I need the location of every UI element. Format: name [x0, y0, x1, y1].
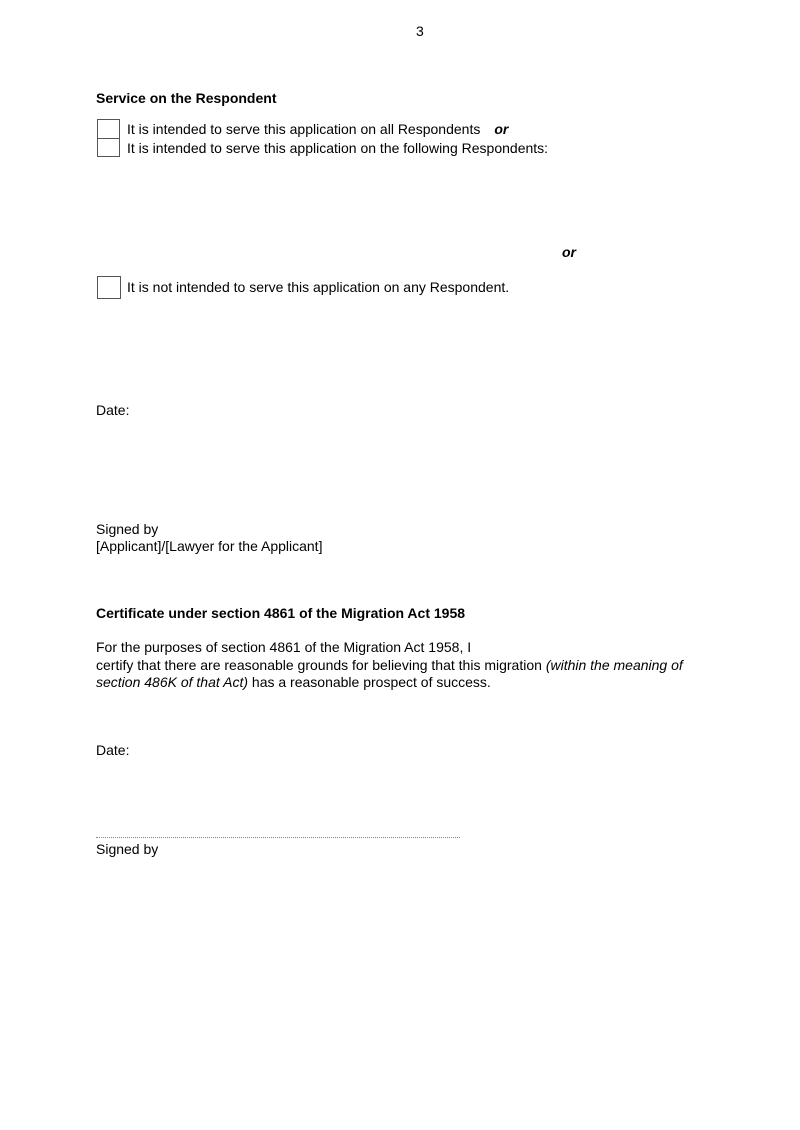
certificate-text-plain: has a reasonable prospect of success. — [251, 674, 491, 690]
service-heading: Service on the Respondent — [96, 90, 277, 106]
page-number: 3 — [416, 23, 424, 39]
checkbox-serve-none[interactable] — [97, 276, 121, 299]
signed-by-label: Signed by — [96, 521, 159, 537]
signature-line — [96, 837, 460, 838]
certificate-text-plain: certify that there are reasonable grounds for believing that this migration — [96, 657, 542, 673]
signed-by-label: Signed by — [96, 841, 159, 857]
or-connector: or — [562, 244, 576, 260]
option-serve-all-text: It is intended to serve this application on all Respondents — [127, 121, 481, 137]
certificate-heading: Certificate under section 4861 of the Migration Act 1958 — [96, 605, 466, 621]
certificate-text-line-2 — [96, 657, 683, 674]
certificate-text-italic: (within the meaning of — [545, 657, 683, 673]
certificate-text-line-3 — [96, 674, 491, 691]
certificate-text-italic: section 486K of that Act) — [96, 674, 249, 690]
option-serve-all-label — [127, 121, 508, 138]
option-serve-following-label: It is intended to serve this application on the following Respondents: — [127, 140, 549, 156]
date-label: Date: — [96, 742, 130, 758]
certificate-text-line-1: For the purposes of section 4861 of the Migration Act 1958, I — [96, 639, 472, 655]
option-serve-none-label: It is not intended to serve this application on any Respondent. — [127, 279, 510, 295]
or-connector: or — [494, 121, 509, 137]
date-label: Date: — [96, 402, 130, 418]
signer-role: [Applicant]/[Lawyer for the Applicant] — [96, 538, 323, 554]
checkbox-group-serve-all-or-following[interactable] — [97, 119, 120, 157]
